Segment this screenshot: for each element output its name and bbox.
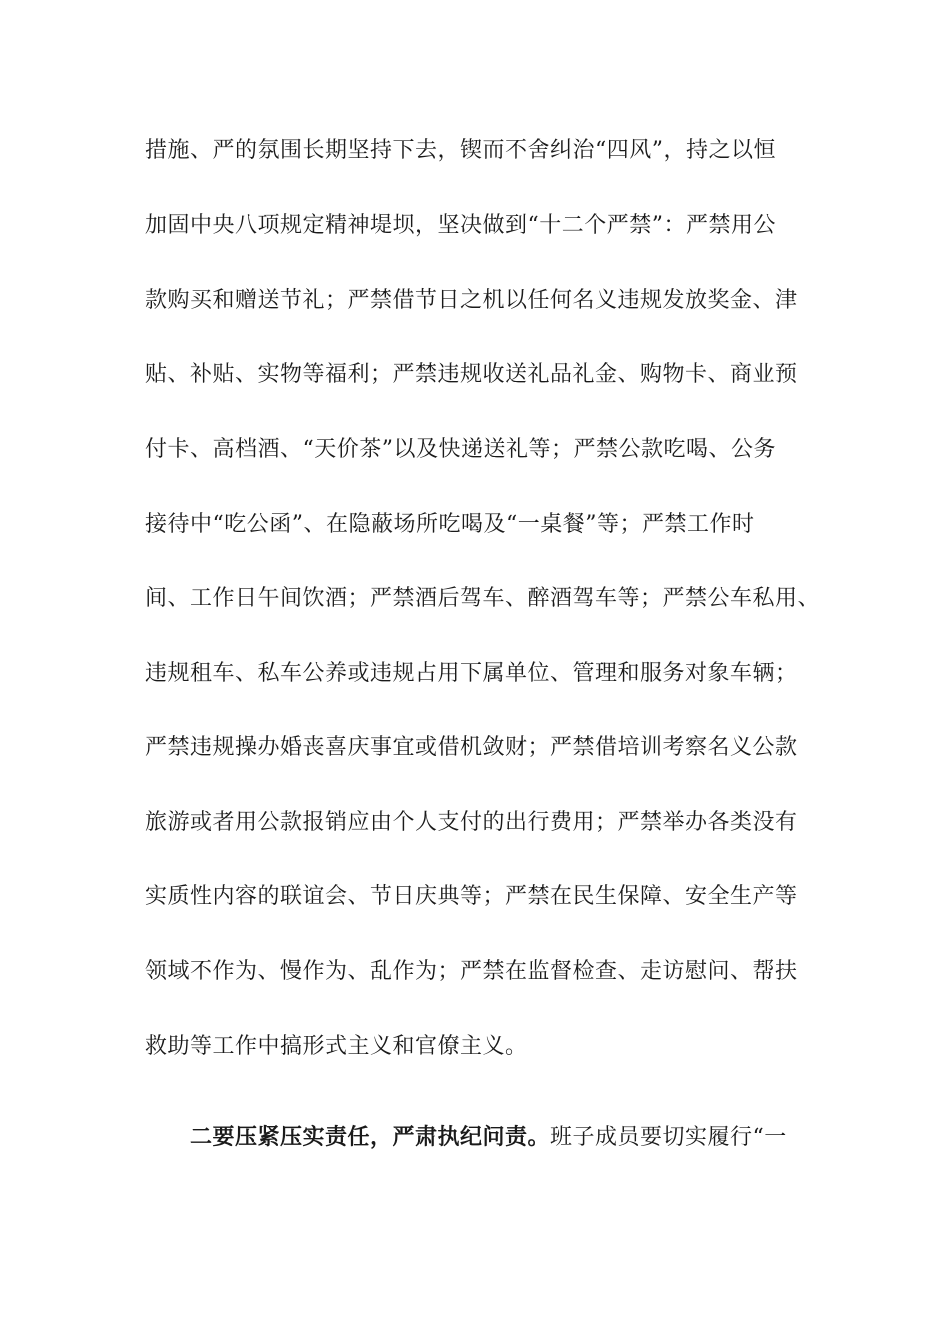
body-text-line: 严禁违规操办婚丧喜庆事宜或借机敛财；严禁借培训考察名义公款	[145, 735, 798, 760]
body-text-line: 措施、严的氛围长期坚持下去，锲而不舍纠治“四风”，持之以恒	[145, 138, 776, 163]
body-text-line: 实质性内容的联谊会、节日庆典等；严禁在民生保障、安全生产等	[145, 884, 798, 909]
body-text-line: 贴、补贴、实物等福利；严禁违规收送礼品礼金、购物卡、商业预	[145, 362, 798, 387]
body-text-line: 加固中央八项规定精神堤坝，坚决做到“十二个严禁”：严禁用公	[145, 213, 776, 238]
body-text-line: 领域不作为、慢作为、乱作为；严禁在监督检查、走访慰问、帮扶	[145, 959, 798, 984]
body-text-line: 违规租车、私车公养或违规占用下属单位、管理和服务对象车辆；	[145, 661, 798, 686]
body-text-line: 付卡、高档酒、“天价茶”以及快递送礼等；严禁公款吃喝、公务	[145, 437, 776, 462]
paragraph-2-first-line	[190, 1122, 805, 1153]
section-heading: 二要压紧压实责任，严肃执纪问责。	[190, 1124, 551, 1150]
body-text-line: 款购买和赠送节礼；严禁借节日之机以任何名义违规发放奖金、津	[145, 288, 798, 313]
body-text-line: 接待中“吃公函”、在隐蔽场所吃喝及“一桌餐”等；严禁工作时	[145, 512, 755, 537]
body-text-span: 班子成员要切实履行“一	[550, 1125, 787, 1150]
body-text-line: 救助等工作中搞形式主义和官僚主义。	[145, 1034, 528, 1059]
body-text-line: 间、工作日午间饮酒；严禁酒后驾车、醉酒驾车等；严禁公车私用、	[145, 586, 821, 611]
body-text-line: 旅游或者用公款报销应由个人支付的出行费用；严禁举办各类没有	[145, 810, 798, 835]
